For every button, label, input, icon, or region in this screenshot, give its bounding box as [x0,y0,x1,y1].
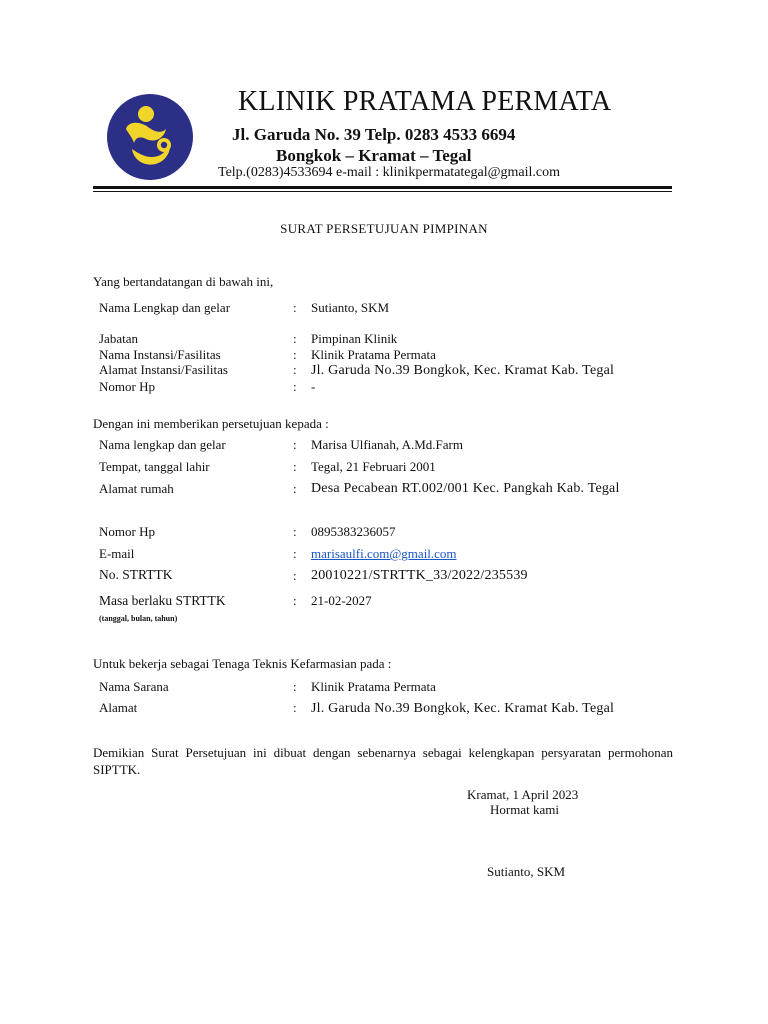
workplace-address-value: Jl. Garuda No.39 Bongkok, Kec. Kramat Kab. Tegal [311,701,615,716]
colon: : [293,437,297,452]
applicant-strttk-validity-value: 21-02-2027 [311,593,372,608]
applicant-phone-value: 0895383236057 [311,524,396,539]
signatory-institution-address-label: Alamat Instansi/Fasilitas [99,362,228,377]
applicant-name-value: Marisa Ulfianah, A.Md.Farm [311,437,464,452]
colon: : [293,546,297,561]
date-format-hint: (tanggal, bulan, tahun) [99,614,178,623]
intro-text: Yang bertandatangan di bawah ini, [93,274,274,289]
clinic-name: KLINIK PRATAMA PERMATA [238,86,612,117]
colon: : [293,481,297,496]
applicant-strttk-value: 20010221/STRTTK_33/2022/235539 [311,568,528,583]
colon: : [293,568,297,583]
colon: : [293,300,297,315]
closing-paragraph: Demikian Surat Persetujuan ini dibuat dengan sebenarnya sebagai kelengkapan persyaratan permohonan SIPTTK. [93,745,673,777]
colon: : [293,331,297,346]
colon: : [293,347,297,362]
approval-intro-text: Dengan ini memberikan persetujuan kepada : [93,416,329,431]
signatory-phone-label: Nomor Hp [99,379,155,394]
applicant-email-link[interactable]: marisaulfi.com@gmail.com [311,546,457,561]
letterhead-divider-thick [93,186,672,189]
signatory-position-label: Jabatan [99,331,138,346]
colon: : [293,362,297,377]
applicant-phone-label: Nomor Hp [99,524,155,539]
workplace-address-label: Alamat [99,700,138,715]
signatory-position-value: Pimpinan Klinik [311,331,398,346]
signatory-name-label: Nama Lengkap dan gelar [99,300,231,315]
applicant-email-label: E-mail [99,546,135,561]
workplace-name-label: Nama Sarana [99,679,169,694]
signature-greeting: Hormat kami [490,802,559,817]
applicant-address-label: Alamat rumah [99,481,174,496]
work-intro-text: Untuk bekerja sebagai Tenaga Teknis Kefarmasian pada : [93,656,392,671]
signatory-phone-value: - [311,379,316,394]
colon: : [293,379,297,394]
workplace-name-value: Klinik Pratama Permata [311,679,436,694]
signature-name: Sutianto, SKM [487,864,566,879]
colon: : [293,524,297,539]
document-title: SURAT PERSETUJUAN PIMPINAN [280,221,488,236]
applicant-strttk-label: No. STRTTK [99,567,173,582]
applicant-birth-label: Tempat, tanggal lahir [99,459,210,474]
signatory-name-value: Sutianto, SKM [311,300,390,315]
signature-place-date: Kramat, 1 April 2023 [467,787,579,802]
clinic-address-line1: Jl. Garuda No. 39 Telp. 0283 4533 6694 [232,125,516,144]
signatory-institution-label: Nama Instansi/Fasilitas [99,347,221,362]
applicant-address-value: Desa Pecabean RT.002/001 Kec. Pangkah Kab. Tegal [311,481,620,496]
applicant-birth-value: Tegal, 21 Februari 2001 [311,459,436,474]
clinic-logo [106,93,194,181]
colon: : [293,679,297,694]
clinic-contact-line: Telp.(0283)4533694 e-mail : klinikpermatategal@gmail.com [218,165,560,180]
colon: : [293,459,297,474]
colon: : [293,593,297,608]
applicant-name-label: Nama lengkap dan gelar [99,437,226,452]
signatory-institution-value: Klinik Pratama Permata [311,347,436,362]
applicant-strttk-validity-label: Masa berlaku STRTTK [99,593,226,608]
clinic-address-line2: Bongkok – Kramat – Tegal [276,146,472,165]
signatory-institution-address-value: Jl. Garuda No.39 Bongkok, Kec. Kramat Kab. Tegal [311,363,615,378]
colon: : [293,700,297,715]
letterhead-divider-thin [93,191,672,192]
